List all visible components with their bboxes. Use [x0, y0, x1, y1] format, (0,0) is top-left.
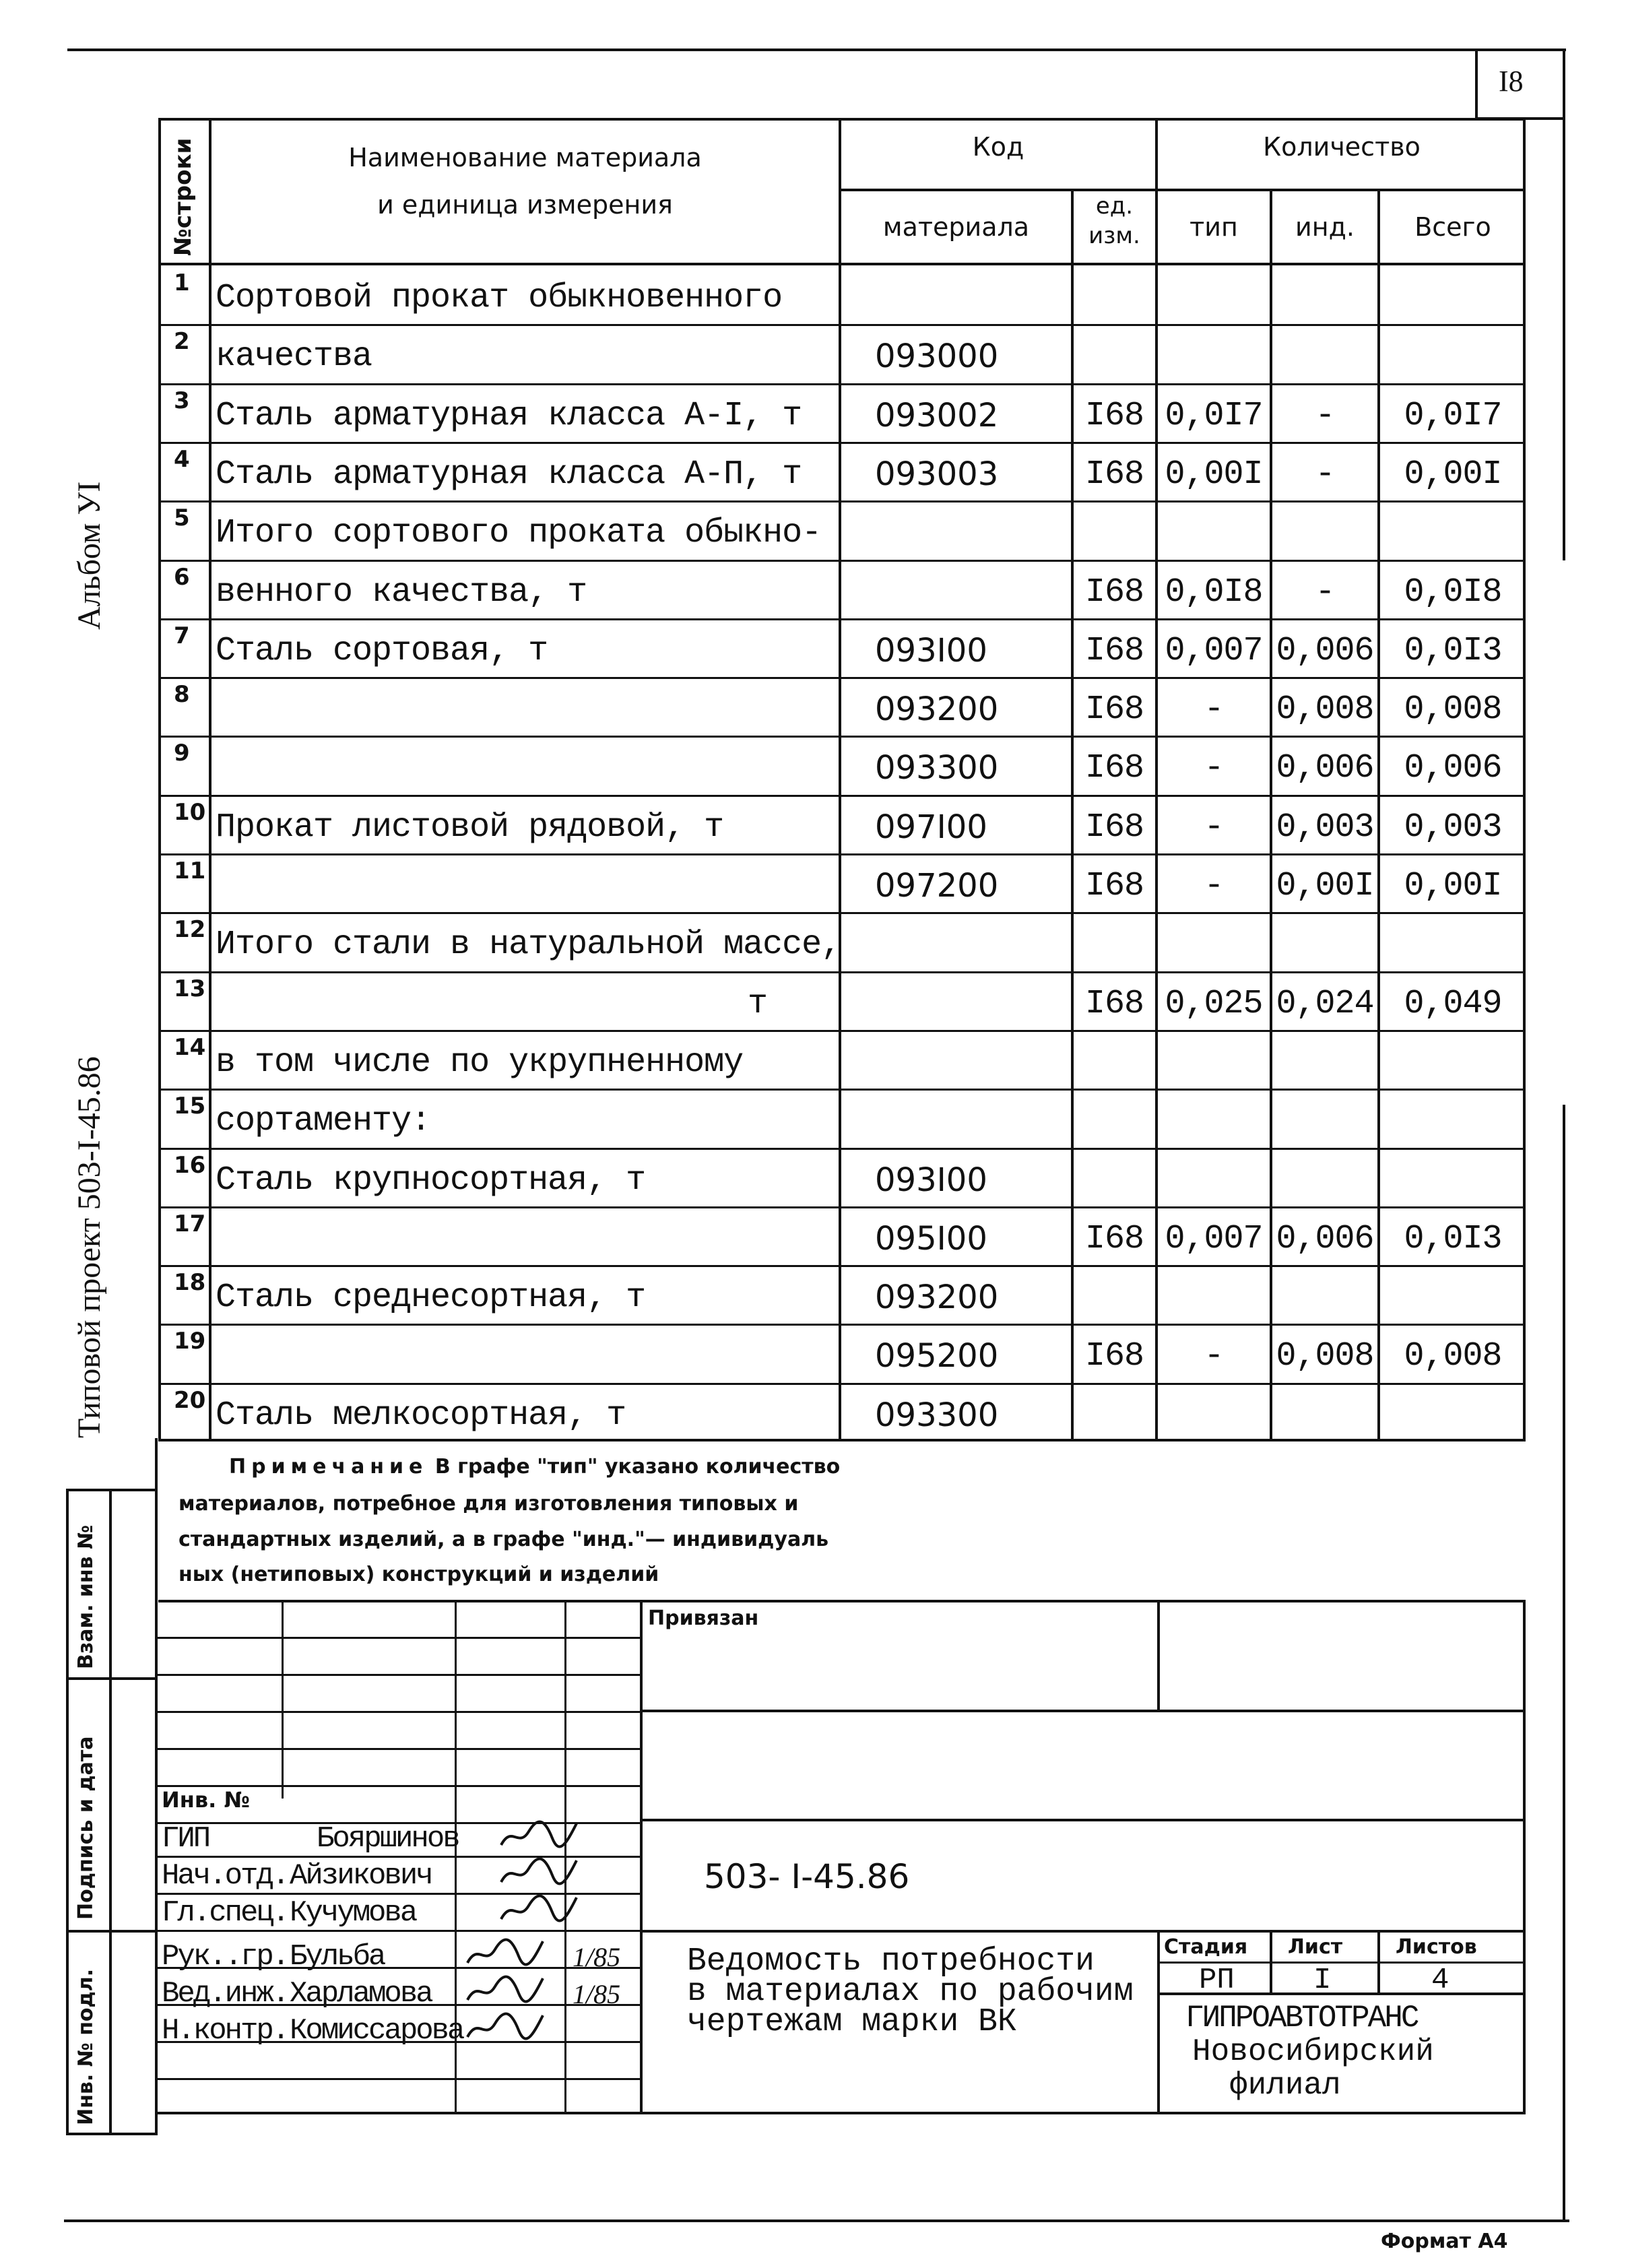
cell-ind: -	[1315, 396, 1335, 435]
cell-type: 0,00I	[1165, 455, 1263, 494]
row-divider	[158, 1383, 1526, 1385]
cell-total: 0,0I3	[1404, 631, 1502, 670]
row-number: 1	[174, 269, 190, 296]
cell-unit: I68	[1084, 455, 1144, 494]
row-divider	[158, 1148, 1526, 1150]
material-name: Сталь арматурная класса А-I, т	[216, 396, 802, 435]
material-name: Итого стали в натуральной массе,	[216, 926, 841, 965]
row-number: 7	[174, 622, 190, 649]
signer-role: Рук..гр.	[162, 1940, 288, 1974]
cell-unit: I68	[1084, 631, 1144, 670]
cell-type: -	[1204, 867, 1224, 905]
header-name-line1: Наименование материала	[348, 143, 702, 172]
cell-type: -	[1204, 1337, 1224, 1376]
row-number: 2	[174, 328, 190, 356]
handwritten-signature	[498, 1892, 579, 1929]
row-divider	[158, 442, 1526, 444]
handwritten-signature	[465, 2010, 546, 2046]
sheets-value: 4	[1431, 1964, 1449, 1997]
signer-name: Комиссарова	[290, 2014, 463, 2048]
sheets-label: Листов	[1396, 1935, 1477, 1959]
cell-type: 0,0I8	[1165, 573, 1263, 612]
album-label: Альбом УI	[71, 481, 107, 630]
header-name-line2: и единица измерения	[377, 190, 673, 220]
material-name: Сталь сортовая, т	[216, 631, 548, 670]
handwritten-signature	[465, 1973, 546, 2009]
cell-ind: -	[1315, 573, 1335, 612]
row-number: 3	[174, 387, 190, 414]
material-name: Сталь арматурная класса А-П, т	[216, 455, 802, 494]
signer-role: Н.контр.	[162, 2014, 288, 2048]
doc-title-line2: в материалах по рабочим	[687, 1974, 1134, 2010]
cell-total: 0,049	[1404, 984, 1502, 1023]
cell-code: 093I00	[875, 631, 987, 670]
material-name: Прокат листовой рядовой, т	[216, 808, 724, 847]
row-divider	[158, 736, 1526, 738]
row-number: 16	[174, 1151, 206, 1179]
cell-ind: 0,008	[1276, 1337, 1374, 1376]
cell-code: 093200	[875, 1278, 999, 1317]
cell-total: 0,0I3	[1404, 1219, 1502, 1258]
header-total: Всего	[1414, 212, 1491, 242]
cell-code: 097I00	[875, 808, 987, 846]
side-label-vzam-inv: Взам. инв №	[74, 1524, 98, 1669]
row-number: 14	[174, 1033, 206, 1061]
sheet-number: I8	[1499, 65, 1524, 98]
header-quantity: Количество	[1263, 132, 1421, 162]
row-number: 5	[174, 505, 190, 532]
stamp-privyazan-bottom	[640, 1710, 1526, 1712]
privyazan-label: Привязан	[648, 1607, 759, 1630]
designation: 503- I-45.86	[704, 1857, 910, 1896]
doc-title-line1: Ведомость потребности	[687, 1943, 1095, 1980]
row-number: 19	[174, 1328, 206, 1355]
note-line2: материалов, потребное для изготовления типовых и	[178, 1492, 799, 1516]
cell-unit: I68	[1084, 396, 1144, 435]
signer-name: Бояршинов	[317, 1822, 459, 1856]
cell-unit: I68	[1084, 1219, 1144, 1258]
signer-role: Гл.спец.	[162, 1896, 288, 1930]
handwritten-signature	[465, 1936, 546, 1972]
row-number: 4	[174, 445, 190, 473]
stage-label: Стадия	[1164, 1935, 1248, 1959]
cell-ind: 0,024	[1276, 984, 1374, 1023]
cell-type: 0,0I7	[1165, 396, 1263, 435]
doc-title-line3: чертежам марки ВК	[687, 2004, 1017, 2040]
cell-code: 093000	[875, 337, 999, 376]
header-material: материала	[882, 212, 1030, 242]
signer-role: ГИП	[162, 1822, 209, 1856]
signature-row-line	[155, 2078, 640, 2080]
cell-unit: I68	[1084, 984, 1144, 1023]
cell-unit: I68	[1084, 573, 1144, 612]
sig-col-1	[282, 1600, 284, 1799]
cell-ind: 0,00I	[1276, 867, 1374, 905]
signer-name: Айзикович	[290, 1859, 432, 1893]
material-name: качества	[216, 337, 372, 377]
cell-code: 093200	[875, 690, 999, 729]
signer-name: Бульба	[290, 1940, 385, 1974]
handwritten-signature	[498, 1855, 579, 1891]
cell-code: 093I00	[875, 1161, 987, 1199]
row-divider	[158, 500, 1526, 503]
side-stamp-hline-1	[66, 1677, 155, 1680]
inv-no-label: Инв. №	[162, 1787, 250, 1813]
signer-date: 1/85	[573, 1942, 621, 1972]
cell-unit: I68	[1084, 808, 1144, 847]
cell-total: 0,00I	[1404, 867, 1502, 905]
cell-ind: 0,006	[1276, 631, 1374, 670]
row-number: 6	[174, 563, 190, 591]
cell-total: 0,00I	[1404, 455, 1502, 494]
signer-name: Харламова	[290, 1977, 432, 2011]
org-line3: филиал	[1229, 2068, 1341, 2103]
row-divider	[158, 971, 1526, 973]
cell-total: 0,008	[1404, 690, 1502, 730]
signer-role: Вед.инж.	[162, 1977, 288, 2011]
header-unit-line1: ед.	[1095, 193, 1134, 220]
cell-type: 0,007	[1165, 1219, 1263, 1258]
row-divider	[158, 1206, 1526, 1208]
stamp-designation-top	[640, 1819, 1526, 1821]
cell-type: -	[1204, 749, 1224, 788]
cell-ind: 0,006	[1276, 749, 1374, 788]
header-code: Код	[972, 132, 1024, 162]
cell-ind: 0,003	[1276, 808, 1374, 847]
cell-code: 093300	[875, 749, 999, 787]
note-line1-text: В графе "тип" указано количество	[434, 1455, 841, 1479]
row-divider	[158, 1265, 1526, 1267]
signature-row-line	[155, 1748, 640, 1750]
material-name: венного качества, т	[216, 573, 587, 612]
cell-type: -	[1204, 808, 1224, 847]
top-border-line	[67, 48, 1566, 51]
cell-total: 0,008	[1404, 1337, 1502, 1376]
header-row-no: №строки	[170, 137, 197, 256]
material-name: Сталь крупносортная, т	[216, 1161, 646, 1200]
note-line3: стандартных изделий, а в графе "инд."— индивидуаль	[178, 1528, 829, 1551]
row-number: 8	[174, 681, 190, 709]
material-name: т	[748, 984, 768, 1023]
cell-ind: -	[1315, 455, 1335, 494]
stamp-stage-left	[1157, 1930, 1160, 2113]
row-number: 20	[174, 1386, 206, 1414]
stage-value: РП	[1199, 1964, 1235, 1997]
header-sub-line	[839, 189, 1526, 191]
material-name: Сортовой прокат обыкновенного	[216, 279, 783, 317]
note-line1	[229, 1455, 840, 1479]
row-divider	[158, 853, 1526, 855]
cell-total: 0,003	[1404, 808, 1502, 847]
row-number: 12	[174, 916, 206, 944]
material-name: сортаменту:	[216, 1102, 431, 1141]
row-divider	[158, 795, 1526, 797]
sheet-value: I	[1313, 1964, 1332, 1997]
side-label-podpis-data: Подпись и дата	[74, 1736, 98, 1920]
row-divider	[158, 383, 1526, 385]
sheet-label: Лист	[1288, 1935, 1343, 1959]
org-line2: Новосибирский	[1192, 2034, 1434, 2069]
row-divider	[158, 1089, 1526, 1091]
header-type: тип	[1189, 212, 1238, 242]
row-number: 15	[174, 1093, 206, 1120]
row-divider	[158, 677, 1526, 679]
signature-row-line	[155, 1711, 640, 1713]
signature-row-line	[155, 1637, 640, 1639]
header-unit-line2: изм.	[1088, 222, 1140, 249]
cell-unit: I68	[1084, 1337, 1144, 1376]
side-stamp-hline-2	[66, 1930, 155, 1933]
cell-code: 095I00	[875, 1219, 987, 1258]
signer-name: Кучумова	[290, 1896, 416, 1930]
cell-unit: I68	[1084, 690, 1144, 730]
cell-code: 093003	[875, 455, 999, 493]
row-divider	[158, 618, 1526, 620]
signature-row-line	[155, 1674, 640, 1676]
org-line1: ГИПРОАВТОТРАНС	[1185, 2001, 1418, 2036]
row-number: 18	[174, 1269, 206, 1297]
signature-row-line	[155, 1930, 640, 1932]
stamp-left-divider	[640, 1600, 643, 2113]
row-divider	[158, 912, 1526, 914]
note-line4: ных (нетиповых) конструкций и изделий	[178, 1563, 659, 1586]
material-name: Сталь среднесортная, т	[216, 1278, 646, 1318]
bottom-border-line	[64, 2220, 1569, 2222]
material-name: Итого сортового проката обыкно-	[216, 514, 822, 553]
row-number: 13	[174, 975, 206, 1002]
right-border-line-top	[1563, 48, 1565, 560]
note-lead: Примечание	[229, 1455, 428, 1479]
signer-date: 1/85	[573, 1979, 621, 2009]
cell-code: 093300	[875, 1396, 999, 1434]
row-divider	[158, 1030, 1526, 1032]
material-name: Сталь мелкосортная, т	[216, 1396, 626, 1435]
stamp-designation-bottom	[640, 1930, 1526, 1933]
cell-total: 0,0I8	[1404, 573, 1502, 612]
row-divider	[158, 560, 1526, 562]
cell-code: 097200	[875, 867, 999, 905]
cell-ind: 0,008	[1276, 690, 1374, 730]
cell-type: -	[1204, 690, 1224, 730]
stamp-privyazan-right	[1157, 1600, 1160, 1711]
material-name: в том числе по укрупненному	[216, 1043, 744, 1082]
row-number: 9	[174, 740, 190, 767]
cell-type: 0,007	[1165, 631, 1263, 670]
header-ind: инд.	[1295, 212, 1355, 242]
row-number: 10	[174, 798, 206, 826]
cell-code: 093002	[875, 396, 999, 434]
cell-unit: I68	[1084, 749, 1144, 788]
side-label-inv-podl: Инв. № подл.	[74, 1968, 98, 2125]
handwritten-signature	[498, 1818, 579, 1854]
row-divider	[158, 1324, 1526, 1326]
cell-total: 0,0I7	[1404, 396, 1502, 435]
project-label: Типовой проект 503-I-45.86	[71, 1056, 107, 1438]
stamp-bottom-line	[155, 2112, 1526, 2114]
right-border-line	[1563, 1105, 1565, 2220]
cell-total: 0,006	[1404, 749, 1502, 788]
signer-role: Нач.отд.	[162, 1859, 288, 1893]
format-label: Формат А4	[1381, 2230, 1508, 2253]
side-stamp-divider	[109, 1489, 112, 2135]
cell-unit: I68	[1084, 867, 1144, 905]
cell-ind: 0,006	[1276, 1219, 1374, 1258]
row-number: 17	[174, 1210, 206, 1237]
cell-code: 095200	[875, 1337, 999, 1375]
cell-type: 0,025	[1165, 984, 1263, 1023]
row-number: 11	[174, 857, 206, 884]
row-divider	[158, 324, 1526, 326]
